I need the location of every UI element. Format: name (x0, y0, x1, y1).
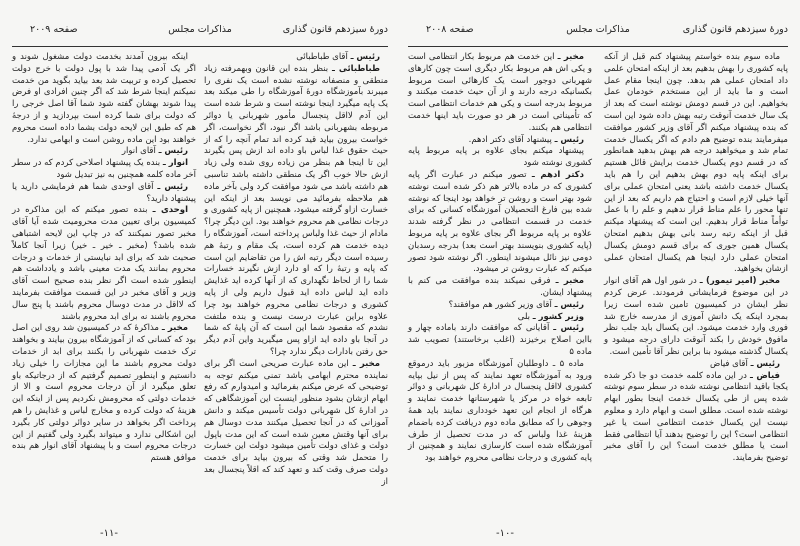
speech-paragraph (204, 64, 388, 359)
speech-paragraph (408, 312, 592, 324)
running-title: مذاکرات مجلس (566, 24, 630, 35)
speaker-name: مخبر ـ (352, 358, 381, 369)
page-number-label: صفحه ۲۰۰۸ (426, 24, 474, 35)
speech-text: بنده تصور میکنم که این مذاکره در کمیسیون برای تعیین مدت محرومیت شده آیا آقای مخبر تصور نمیکنند که در چاپ این لایحه اشتباهی شده باشد؟ (مخبر ـ خیر ـ خیر) زیرا آنجا کاملاً صحبت شد که برای ابد نبایستی از خدمات و درجات محروم بمانند یک مدت معینی باشد و یادداشت هم اینطور شده است اگر نظر بنده صحیح است آقای وزیر و آقای مخبر در این قسمت موافقت بفرمایند که لااقل در مدت دوسال محروم باشند یا پنج سال محروم باشند نه برای ابد محروم باشند (12, 205, 196, 322)
speech-paragraph (12, 323, 196, 465)
speaker-name: رئیس ـ (350, 52, 380, 62)
speech-text: مذاکرهٔ که در کمیسیون شد روی این اصل بود که کسانی که از آموزشگاه بیرون بیایند و بخواهند ترک خدمت شهربانی را بکنند برای ابد از خدمات دولت محروم باشند ما این مجازات را خیلی زیاد دانستیم و اینطور تصمیم گرفتیم که از درجاتیکه باو تعلق میگیرد از آن درجات محروم است و الا از خدمات دولتی که محرومش نکردیم پس از اینکه این هزینهٔ که دولت کرده و مخارج لباس و غذایش را هم پرداخت اگر بخواهد در سایر دوائر دولتی کار بگیرد این اشکالی ندارد و میتواند بگیرد ولی گفتیم از این درجات محروم است و با پیشنهاد آقای انوار هم بنده موافق هستم (12, 323, 196, 464)
speech-paragraph (604, 276, 788, 359)
speech-text: ماده ۵ ـ داوطلبان آموزشگاه مزبور باید درموقع ورود به آموزشگاه تعهد نمایند که پس از نیل بپایه کشوری لااقل پنجسال در ادارهٔ کل شهربانی و دوائر تابعه خواه در مرکز یا شهرستانها خدمت نمایند و هرگاه از انجام این تعهد خودداری نمایند باید همهٔ وجوهی را که مطابق ماده دوم دریافت کرده باضمام هزینهٔ غذا ولباس که در مدت تحصیل از طرف آموزشگاه شده است کارسازی نمایند و همچنین از پایه کشوری و درجات نظامی محروم خواهند بود (408, 358, 592, 464)
speech-text: بلی (517, 311, 530, 322)
speech-paragraph (12, 52, 196, 146)
speaker-name: مخبر ـ (555, 276, 584, 287)
speaker-name: انوار ـ (162, 158, 188, 169)
speech-paragraph (12, 146, 196, 158)
speech-text: آقای فیاض (709, 358, 748, 369)
speaker-name: دکتر ادهم ـ (531, 169, 584, 180)
speaker-name: اوحدی ـ (152, 205, 189, 216)
page-footer-number: -۱۱- (100, 528, 118, 539)
speech-text: این ماده عبارت صریحی است اگر برای نماینده محترم ابهامی باشد تمنی میکنم توجه به توضیحی که عرض میکنم بفرمائید و امیدوارم که رفع ابهام ازشان بشود منظور اینست این آموزشگاهی که در ادارهٔ کل شهربانی دولت تأسیس میکند و دانش آموزانی که در آنجا تحصیل میکنند مدت دوسال هم برای آنها وقتش معین شده است که این مدت باپول دولت و غذای دولت تأمین میشود دولت این خسارت را متحمل شد وقتی که بیرون بیاید برای خدمت دولت صرف وقت کند و تعهد کند که اقلاً پنجسال بعد از (204, 358, 388, 487)
speech-paragraph (204, 359, 388, 489)
speaker-name: رئیس ـ (554, 134, 584, 145)
column-right (604, 52, 788, 465)
speaker-name: رئیس ـ (554, 299, 584, 310)
speaker-name: طباطبائی ـ (331, 63, 381, 74)
speech-paragraph (604, 359, 788, 371)
running-title: مذاکرات مجلس (168, 24, 232, 35)
session-label: دورهٔ سیزدهم قانون گذاری (682, 24, 788, 35)
speech-text: آقای اوحدی شما هم فرمایشی دارید یا پیشنهاد دارید؟ (12, 181, 196, 204)
speech-text: این خدمت هم مربوط بکار انتظامی است و یکی اش هم مربوط بکار دیگری است چون کارهای شهربانی دوجور است یک کارهائی است مربوط بکسانیکه درجه دارند و از آن حیث خدمت میکنند و مربوط بدرجه است و یکی هم خدمات انتظامی است که تأمیناتی است در هر دو صورت باید اینها خدمت انتظامی هم بکنند. (408, 52, 592, 133)
speech-paragraph (604, 371, 788, 465)
speech-text: آقای وزیر کشور هم موافقند؟ (448, 299, 552, 310)
speech-text: اینکه بیرون آمدند بخدمت دولت مشغول شوند و اگر یک آدمی پیدا شد با پول دولت با خرج دولت تحصیل کرده و تربیت شد بعد بیاید بگوید من خدمت نمیکنم اینجا شرط شد که اگر چنین افرادی او فرض پیدا شوند بهشان گفته شود شما آقا اصل خرجی را که دولت برای شما کرده است بپردازید و از درجهٔ هم که طبق این لایحه دولت بشما داده است محروم خواهند بود این ماده روشن است و ابهامی ندارد. (12, 52, 196, 145)
speech-text: در شور اول هم آقای انوار در این موضوع فرمایشاتی فرمودند. عرض کردم نظر ایشان در کمیسیون تامین شده است زیرا بمجرد اینکه یک دانش آموزی از مدرسه خارج شد فوری وارد خدمت میشود. این یکسال باید جلب نظر مافوق خودش را بکند آنوقت دارای درجه میشود و یکسال گذشته میشود بنا براین نظر آقا تأمین است. (604, 276, 788, 357)
speech-text: فرقی نمیکند بنده موافقت می کنم با پیشنهاد ایشان. (408, 276, 592, 298)
speech-paragraph (204, 52, 388, 64)
speech-paragraph (408, 52, 592, 135)
speech-text: بنظر بنده این قانون وبهمرفته زیاد منطقی و منصفانه نوشته نشده است یک نفری را میبرند بآموزشگاه دورهٔ آموزشگاه را طی میکند بعد یک پایه میگیرد اینجا نوشته است و شرط شده است این آدم لااقل پنجسال مأمور شهربانی یا دوائر مربوطه بشهربانی باشد اگر نبود، اگر نخواست، اگر خواست بیرون بیاید قید کرده اند تمام آنچه را که از حیث حقوق غذا لباس باو داده اند ازش پس بگیرند این تا اینجا هم بنظر من زیاده روی شده ولی زیاد ازش حالا خوب اگر یک منطقی داشته باشد تناسبی هم داشته باشد می شود موافقت کرد ولی بآخر ماده هم ملاحظه بفرمائید می نویسد بعد از اینکه این خسارت ازاو گرفته میشود، همچنین از پایه کشوری و درجات نظامی هم محروم خواهند بود. این دیگر چرا؟ مادام از حیث غذا ولباس پرداخته است، آموزشگاه را دیده خدمت هم کرده است، یک مقام و رتبهٔ هم رسیده است دیگر رتبه اش را من تقاضایم این است که پایه و رتبهٔ را که او دارد ازش نگیرند خسارات شما را از لحاظ نگهداری که از آنها کرده اید غذایش داده اید لباس داده اید قبول داریم ولی از پایه کشوری و درجات نظامی محروم خواهند بود چرا علاوه براین عبارت درست نیست و بنده ملتفت نشدم که مقصود شما این است که آن پایهٔ که شما در آنجا باو داده اید ازاو پس میگیرید واین آدم دیگر حق رفتن بادارات دیگر ندارد چرا؟ (204, 63, 388, 357)
session-label: دورهٔ سیزدهم قانون گذاری (282, 24, 388, 35)
speech-text: پیشنهاد آقای دکتر ادهم. (468, 134, 552, 145)
speaker-name: مخبر ـ (557, 52, 585, 62)
header-rule (12, 46, 388, 47)
speech-text: آقای انوار (121, 146, 156, 157)
speech-text: در این ماده کلمه خدمت دو جا ذکر شده یکجا باقید انتظامی نوشته شده در سطر سوم نوشته شده پس از طی یکسال خدمت اینجا بطور ابهام نوشته شده است. مطلق است و ابهام دارد و معلوم نیست این یکسال خدمت انتظامی است یا غیر انتظامی است؟ این را توضیح بدهند آیا انتظامی فقط است یا مطلق خدمت است؟ این را آقای مخبر توضیح بفرمایند. (604, 370, 788, 464)
page-header (408, 24, 788, 40)
speech-paragraph (408, 300, 592, 312)
page-2008 (408, 0, 788, 546)
column-right (204, 52, 388, 488)
speech-paragraph (408, 359, 592, 465)
speech-paragraph (408, 170, 592, 276)
speech-paragraph (408, 135, 592, 147)
speech-paragraph (408, 276, 592, 300)
speech-paragraph (408, 323, 592, 358)
page-footer-number: -۱۰- (496, 528, 514, 539)
speech-paragraph (12, 158, 196, 182)
page-header (12, 24, 388, 40)
speaker-name: مخبر ـ (161, 323, 189, 334)
speaker-name: رئیس ـ (157, 181, 189, 192)
speaker-name: رئیس ـ (553, 323, 585, 334)
column-left (12, 52, 196, 465)
page-2009 (12, 0, 388, 546)
speaker-name: رئیس ـ (750, 358, 780, 369)
speech-paragraph (12, 205, 196, 323)
speech-paragraph (604, 52, 788, 276)
header-rule (408, 46, 788, 47)
speech-paragraph (12, 182, 196, 206)
speaker-name: فیاض ـ (750, 370, 781, 381)
speech-paragraph (408, 146, 592, 170)
speaker-name: مخبر (امیر تیمور) ـ (699, 276, 781, 287)
speaker-name: وزیر کشور ـ (532, 311, 584, 322)
speech-text: بنده یک پیشنهاد اصلاحی کردم که در سطر آخر ماده کلمه همچنین به نیز تبدیل شود (12, 158, 196, 180)
page-number-label: صفحه ۲۰۰۹ (30, 24, 78, 35)
speech-text: ماده سوم بنده خواستم پیشنهاد کنم قبل از آنکه پایه کشوری را بهش بدهیم بعد از اینکه امتحان علمی داد امتحان عملی هم بدهد. چون اینجا مقام عمل است و ما باید از این مستخدم خودمان عمل بخواهیم. این در قسم دومش نوشته است که بعد از یک سال خدمت آنوقت رتبه بهش داده شود این است که بنده پیشنهاد میکنم اگر آقای وزیر کشور موافقت میفرمایند بنده توضیح هم دادم که اگر یکسال خدمت تمام شد و میخواهید درجه هم بهش بدهید همانطور که در قسم دوم یکسال خدمت برایش قائل هستیم برای اینکه پایه دوم بهش بدهیم این را هم باید یکسال خدمت داشته باشد یعنی امتحان عملی برای آنها خیلی لازم است و احتیاج هم داریم که بعد از این تنها محور را علم مناط قرار ندهیم و علم را با عمل توأماً مناط قرار بدهیم. این است که پیشنهاد میکنم قبل از اینکه رتبه رسد بانی بهش بدهیم امتحان یکسال همین جوری که برای قسم دومش یکسال امتحان عملی دارد اینجا هم یکسال امتحان عملی ازشان بخواهید. (604, 52, 788, 275)
speaker-name: رئیس ـ (158, 146, 188, 157)
speech-text: تصور میکنم در عبارت اگر پایه کشوری که در ماده بالاتر هم ذکر شده است نوشته شود بهتر است و روشن تر خواهد بود اینجا که نوشته شده بین فارغ التحصیلان آموزشگاه کسانی که برای خدمت در قسمت انتظامی در نظر گرفته شدند علاوه بر پایه مربوط اگر بجای علاوه بر پایه مربوط (پایه کشوری بنویسند بهتر است بعد) بدرجه رسدبان دومی نیز نائل میشوند اینطور. اگر نوشته شود تصور میکنم که عبارت روشن تر میشود. (408, 169, 592, 275)
speech-text: پیشنهاد میکنم بجای علاوه بر پایه مربوط پایه کشوری نوشته شود (408, 146, 592, 169)
column-left (408, 52, 592, 465)
speech-text: آقای طباطبائی (296, 52, 348, 62)
speech-text: آقایانی که موافقت دارند باماده چهار و بااین اصلاح برخیزند (اغلب برخاستند) تصویب شد ماده ۵ (408, 323, 592, 357)
